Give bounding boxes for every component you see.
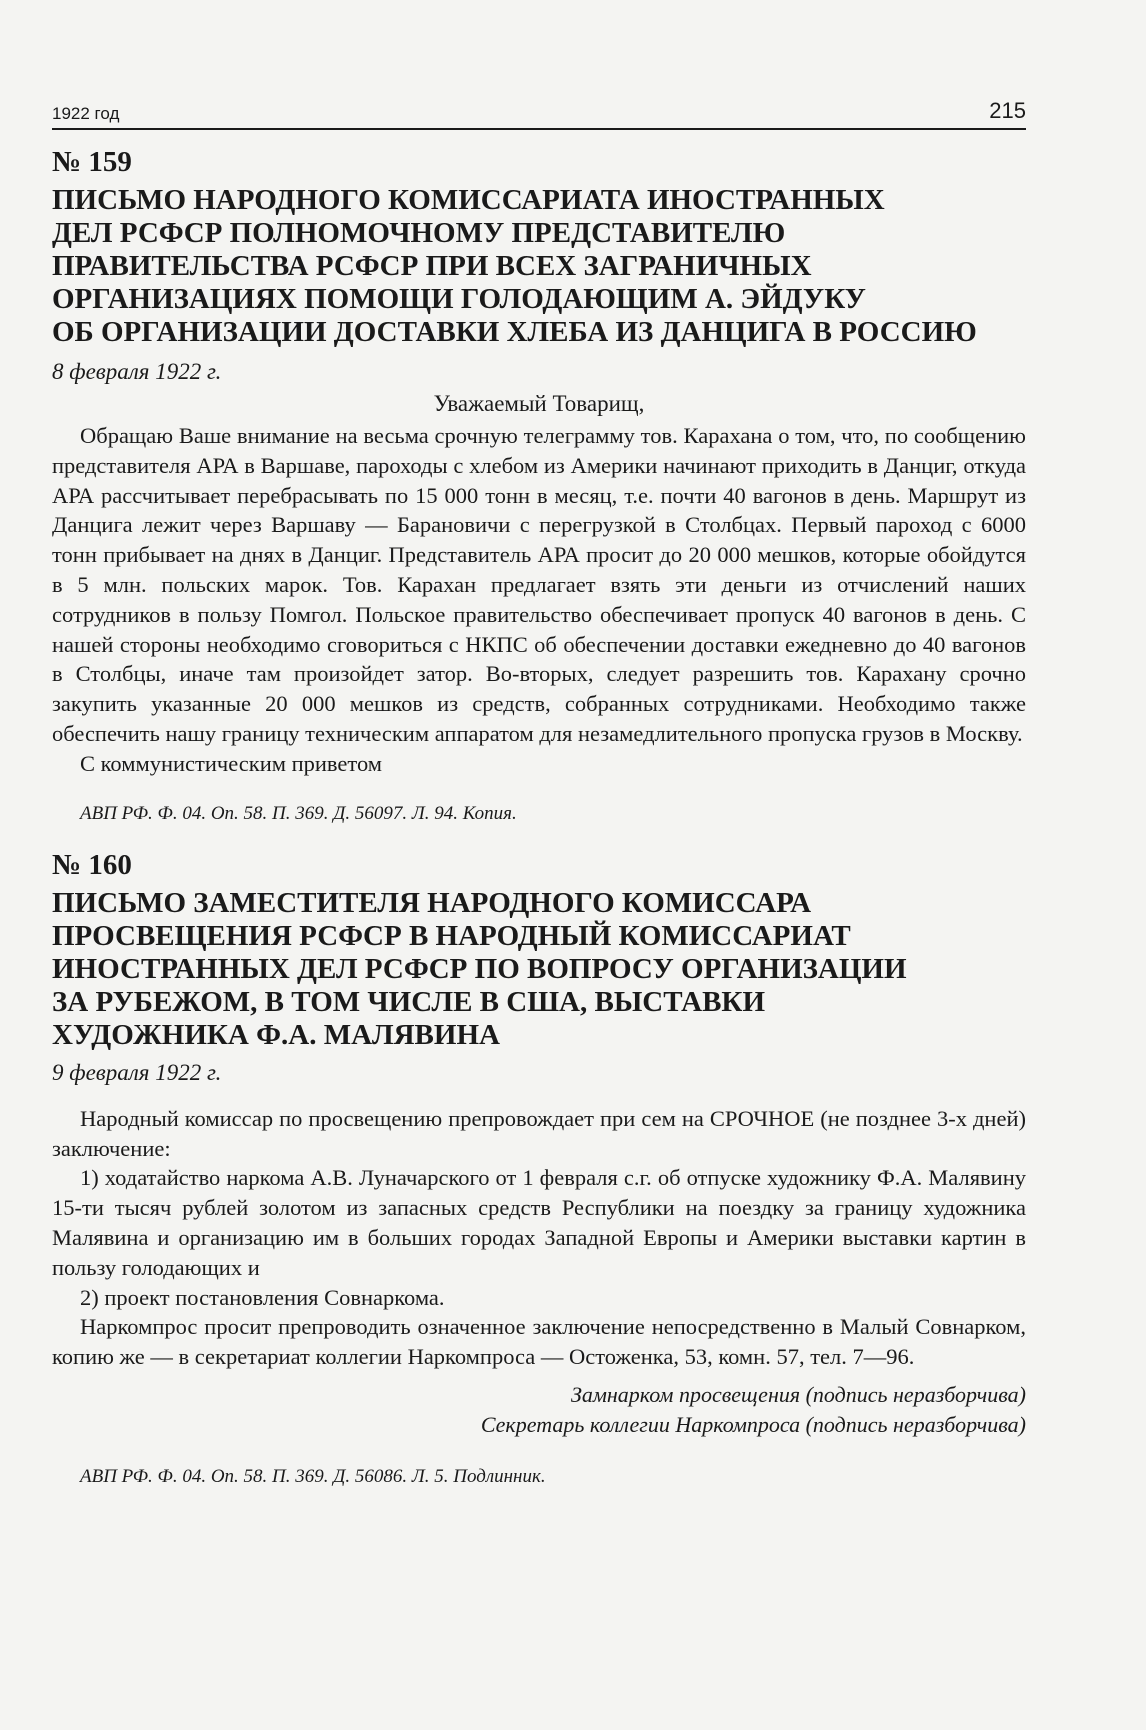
doc-title <box>52 887 1026 1052</box>
body-paragraph: Народный комиссар по просвещению препровождает при сем на СРОЧНОЕ (не позднее 3-х дней) заключение: <box>52 1105 1026 1161</box>
page-number: 215 <box>989 98 1026 123</box>
signature-line: Замнарком просвещения (подпись неразборчива) <box>570 1381 1026 1407</box>
doc-number: № 160 <box>52 848 132 881</box>
body-paragraph: Наркомпрос просит препроводить означенное заключение непосредственно в Малый Совнарком, копию же — в секретариат коллегии Наркомпроса — Остоженка, 53, комн. 57, тел. 7—96. <box>52 1314 1026 1370</box>
document-160 <box>52 847 1026 1488</box>
doc-title-line: ОБ ОРГАНИЗАЦИИ ДОСТАВКИ ХЛЕБА ИЗ ДАНЦИГА В РОССИЮ <box>52 316 977 348</box>
signatures <box>52 1380 1026 1440</box>
list-item: 2) проект постановления Совнаркома. <box>80 1284 445 1310</box>
doc-title-line: ИНОСТРАННЫХ ДЕЛ РСФСР ПО ВОПРОСУ ОРГАНИЗАЦИИ <box>52 952 907 985</box>
doc-title-line: ПРОСВЕЩЕНИЯ РСФСР В НАРОДНЫЙ КОМИССАРИАТ <box>52 919 851 952</box>
doc-title-line: ПИСЬМО ЗАМЕСТИТЕЛЯ НАРОДНОГО КОМИССАРА <box>52 886 812 919</box>
doc-number: № 159 <box>52 146 132 178</box>
signature-line: Секретарь коллегии Наркомпроса (подпись неразборчива) <box>480 1411 1026 1437</box>
running-header <box>52 98 1026 130</box>
list-item: 1) ходатайство наркома А.В. Луначарского от 1 февраля с.г. об отпуске художнику Ф.А. Малявину 15-ти тысяч рублей золотом из запасных средств Республики на поездку за границу художника Малявина и организацию им в больших городах Западной Европы и Америки выставки картин в пользу голодающих и <box>52 1165 1026 1280</box>
doc-title-line: ПИСЬМО НАРОДНОГО КОМИССАРИАТА ИНОСТРАННЫХ <box>52 184 885 216</box>
doc-title <box>52 184 1026 349</box>
doc-title-line: ДЕЛ РСФСР ПОЛНОМОЧНОМУ ПРЕДСТАВИТЕЛЮ <box>52 217 786 249</box>
doc-title-line: ОРГАНИЗАЦИЯХ ПОМОЩИ ГОЛОДАЮЩИМ А. ЭЙДУКУ <box>52 283 866 315</box>
doc-title-line: ХУДОЖНИКА Ф.А. МАЛЯВИНА <box>52 1018 500 1051</box>
doc-title-line: ЗА РУБЕЖОМ, В ТОМ ЧИСЛЕ В США, ВЫСТАВКИ <box>52 985 766 1018</box>
body-paragraph: Обращаю Ваше внимание на весьма срочную телеграмму тов. Карахана о том, что, по сообщению представителя АРА в Варшаве, пароходы с хлебом из Америки начинают приходить в Данциг, откуда АРА рассчитывает перебрасывать по 15 000 тонн в месяц, т.е. почти 40 вагонов в день. Маршрут из Данцига лежит через Варшаву — Барановичи с перегрузкой в Столбцах. Первый пароход с 6000 тонн прибывает на днях в Данциг. Представитель АРА просит до 20 000 мешков, которые обойдутся в 5 млн. польских марок. Тов. Карахан предлагает взять эти деньги из отчислений наших сотрудников в пользу Помгол. Польское правительство обеспечивает пропуск 40 вагонов в день. С нашей стороны необходимо сговориться с НКПС об обеспечении доставки ежедневно до 40 вагонов в Столбцы, иначе там произойдет затор. Во-вторых, следует разрешить тов. Карахану срочно закупить указанные 20 000 мешков из средств, собранных сотрудниками. Необходимо также обеспечить нашу границу техническим аппаратом для незамедлительного пропуска грузов в Москву. <box>52 423 1026 746</box>
doc-title-line: ПРАВИТЕЛЬСТВА РСФСР ПРИ ВСЕХ ЗАГРАНИЧНЫХ <box>52 250 812 282</box>
salutation: Уважаемый Товарищ, <box>433 391 645 416</box>
header-year: 1922 год <box>52 104 120 123</box>
closing: С коммунистическим приветом <box>80 750 383 776</box>
doc-date: 8 февраля 1922 г. <box>52 359 222 384</box>
archive-reference: АВП РФ. Ф. 04. Оп. 58. П. 369. Д. 56086. Л. 5. Подлинник. <box>80 1465 546 1487</box>
letter-body <box>52 421 1026 749</box>
doc-date: 9 февраля 1922 г. <box>52 1059 222 1085</box>
document-159 <box>52 144 1026 825</box>
letter-body <box>52 1104 1026 1372</box>
archive-reference: АВП РФ. Ф. 04. Оп. 58. П. 369. Д. 56097. Л. 94. Копия. <box>80 802 517 824</box>
